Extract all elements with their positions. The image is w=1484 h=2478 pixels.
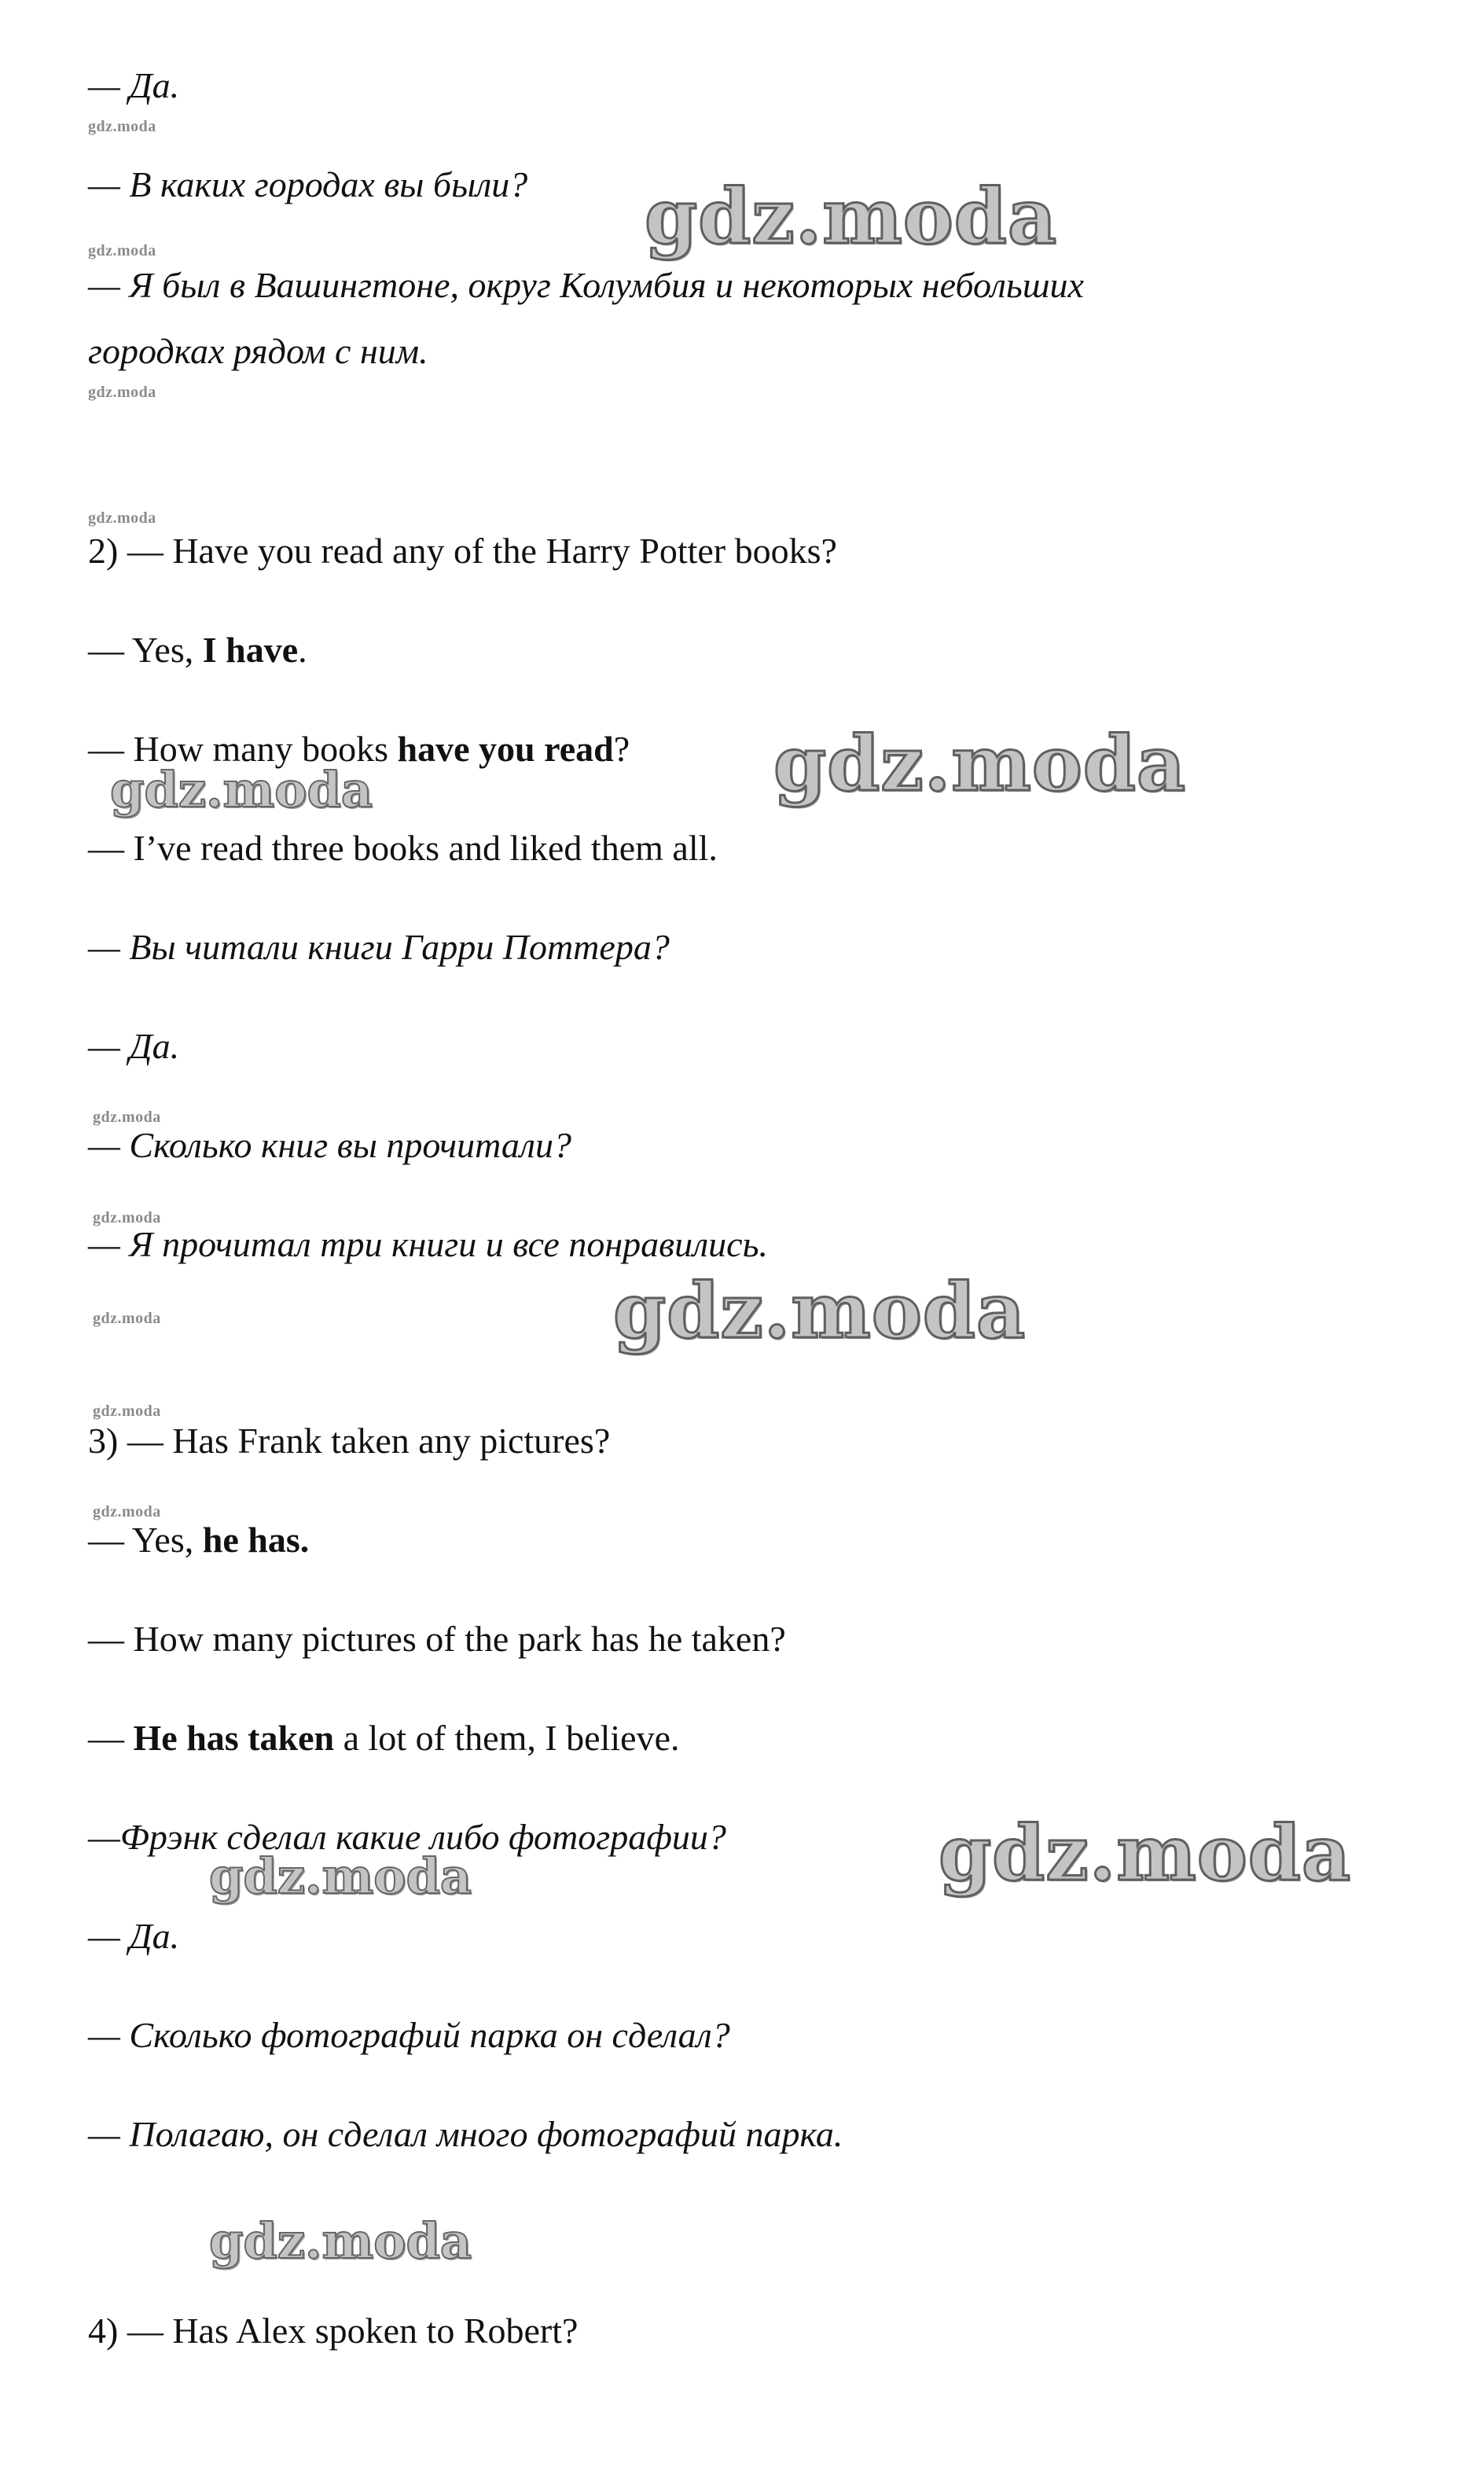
watermark-medium: gdz.moda	[110, 761, 373, 818]
watermark-large: gdz.moda	[773, 719, 1187, 808]
text-line: — Вы читали книги Гарри Поттера?	[88, 927, 670, 967]
watermark-small: gdz.moda	[93, 1209, 161, 1226]
text-line: — He has taken a lot of them, I believe.	[88, 1718, 680, 1758]
text-line: — Я был в Вашингтоне, округ Колумбия и некоторых небольших	[88, 265, 1084, 305]
text-line: — Yes, I have.	[88, 630, 307, 670]
watermark-small: gdz.moda	[88, 242, 156, 259]
watermark-small: gdz.moda	[93, 1503, 161, 1520]
watermark-large: gdz.moda	[939, 1809, 1352, 1898]
text-line: — I’ve read three books and liked them all.	[88, 828, 718, 868]
watermark-small: gdz.moda	[88, 118, 156, 135]
text-line: — Yes, he has.	[88, 1520, 310, 1560]
text-line: — Сколько книг вы прочитали?	[88, 1125, 571, 1165]
watermark-small: gdz.moda	[88, 384, 156, 401]
text-line: — Да.	[88, 1916, 180, 1956]
watermark-small: gdz.moda	[93, 1310, 161, 1327]
text-line: — В каких городах вы были?	[88, 164, 528, 204]
watermark-large: gdz.moda	[613, 1267, 1027, 1355]
question-heading: 3) — Has Frank taken any pictures?	[88, 1421, 611, 1461]
watermark-medium: gdz.moda	[209, 2212, 472, 2270]
watermark-medium: gdz.moda	[209, 1847, 472, 1905]
watermark-large: gdz.moda	[645, 172, 1058, 261]
text-line: — Полагаю, он сделал много фотографий парка.	[88, 2114, 843, 2154]
text-line: — Я прочитал три книги и все понравились.	[88, 1224, 769, 1264]
text-line: городках рядом с ним.	[88, 331, 428, 371]
text-line: —Фрэнк сделал какие либо фотографии?	[88, 1817, 726, 1857]
text-line: — Да.	[88, 1026, 180, 1066]
text-line: — Сколько фотографий парка он сделал?	[88, 2015, 730, 2055]
text-line: — Да.	[88, 65, 180, 105]
watermark-small: gdz.moda	[88, 509, 156, 527]
question-heading: 4) — Has Alex spoken to Robert?	[88, 2311, 579, 2351]
text-line: — How many pictures of the park has he taken?	[88, 1619, 786, 1659]
watermark-small: gdz.moda	[93, 1108, 161, 1126]
watermark-small: gdz.moda	[93, 1403, 161, 1420]
text-line: — How many books have you read?	[88, 729, 630, 769]
question-heading: 2) — Have you read any of the Harry Potter books?	[88, 531, 837, 571]
